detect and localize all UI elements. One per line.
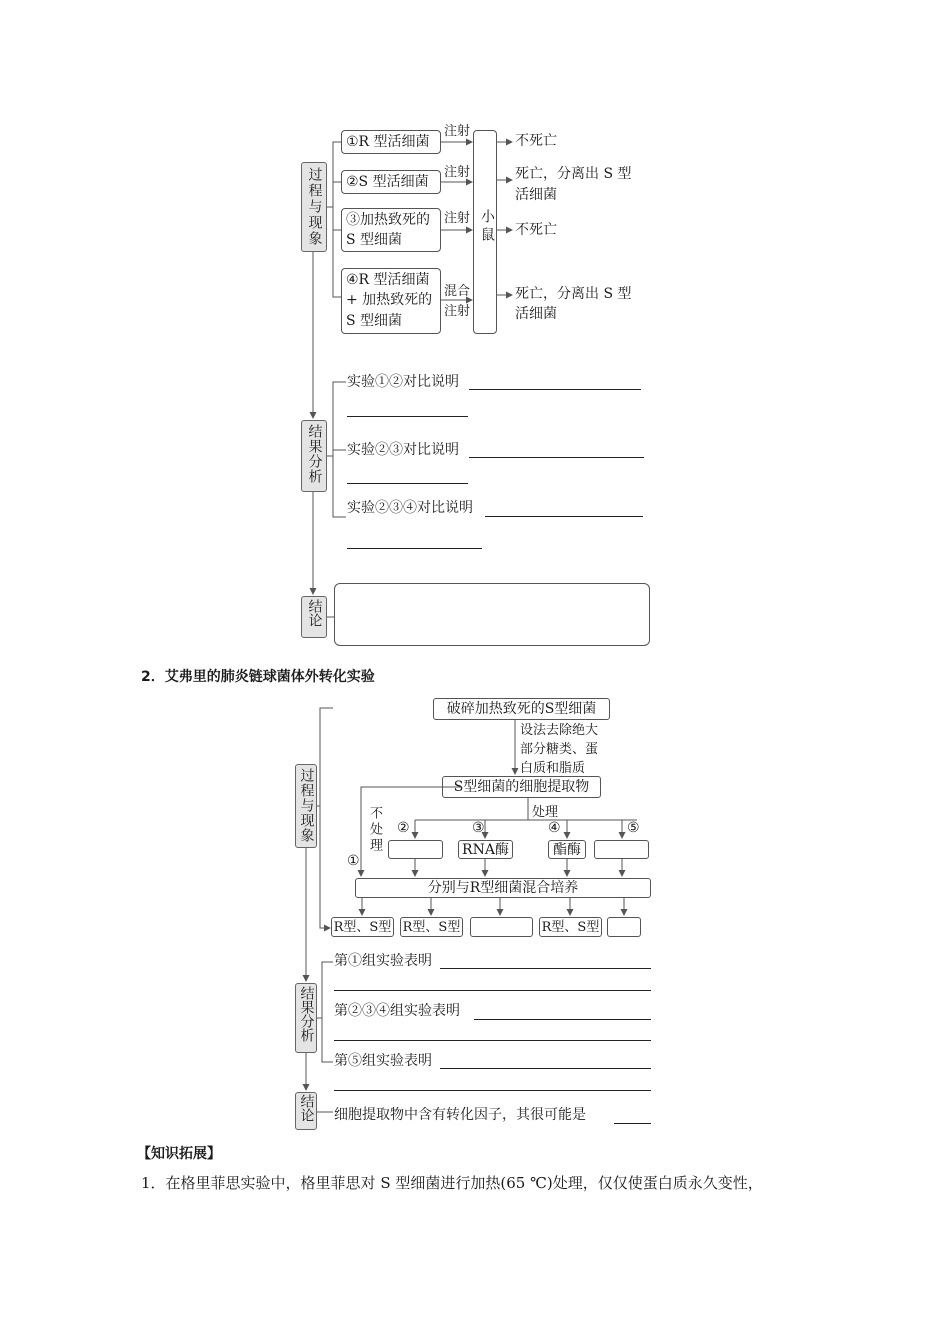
avery-outcome-2: R型、S型: [402, 920, 461, 935]
griffith-analysis-1: 实验①②对比说明: [347, 374, 459, 390]
griffith-exp1-text: ①R 型活细菌: [346, 134, 430, 150]
avery-conclusion-text: 结论: [298, 1094, 315, 1122]
griffith-result1: 不死亡: [515, 133, 557, 149]
avery-outcome-1: R型、S型: [333, 920, 392, 935]
griffith-exp3-line2: S 型细菌: [346, 232, 403, 248]
avery-treatment-label: 处理: [532, 805, 559, 820]
knowledge-item-1: 1．在格里菲思实验中，格里菲思对 S 型细菌进行加热(65 ℃)处理，仅仅使蛋白质永久变性，: [141, 1174, 763, 1192]
avery-extract-text: S型细菌的细胞提取物: [453, 779, 590, 795]
avery-mix-text: 分别与R型细菌混合培养: [427, 880, 579, 896]
griffith-mouse-text: 小鼠: [479, 209, 495, 245]
avery-group-1: ①: [347, 853, 360, 869]
avery-heading: 2．艾弗里的肺炎链球菌体外转化实验: [141, 669, 375, 685]
avery-enzyme-text-4: 酯酶: [553, 842, 581, 858]
avery-group-5: ⑤: [627, 820, 640, 836]
griffith-analysis-text: 结果分析: [306, 424, 323, 484]
griffith-process-text: 过程与现象: [306, 167, 323, 247]
avery-analysis-1: 第①组实验表明: [334, 953, 432, 969]
avery-removal-3: 白质和脂质: [520, 761, 586, 776]
griffith-result4-line1: 死亡，分离出 S 型: [515, 286, 632, 302]
griffith-exp3-line1: ③加热致死的: [346, 212, 430, 228]
avery-group-2: ②: [397, 820, 410, 836]
griffith-exp4-line2: + 加热致死的: [346, 292, 433, 308]
avery-no-treatment-label: 不处理: [367, 806, 382, 854]
griffith-result4-line2: 活细菌: [515, 306, 557, 322]
avery-group-4: ④: [548, 820, 561, 836]
griffith-inject2: 注射: [444, 165, 471, 180]
griffith-exp4-line3: S 型细菌: [346, 313, 403, 329]
griffith-inject4: 注射: [444, 304, 471, 319]
griffith-result3: 不死亡: [515, 222, 557, 238]
avery-process-text: 过程与现象: [298, 768, 315, 843]
avery-removal-2: 部分糖类、蛋: [520, 742, 599, 757]
griffith-inject1: 注射: [444, 124, 471, 139]
avery-conclusion-text-line: 细胞提取物中含有转化因子，其很可能是: [334, 1107, 586, 1123]
avery-group-3: ③: [472, 820, 485, 836]
avery-analysis-3: 第⑤组实验表明: [334, 1053, 432, 1069]
griffith-result2-line2: 活细菌: [515, 187, 557, 203]
avery-enzyme-text-3: RNA酶: [462, 842, 509, 858]
griffith-mix-label: 混合: [444, 284, 471, 299]
griffith-result2-line1: 死亡，分离出 S 型: [515, 166, 632, 182]
avery-top-text: 破碎加热致死的S型细菌: [446, 701, 597, 717]
griffith-conclusion-text: 结论: [306, 599, 323, 627]
knowledge-heading: 【知识拓展】: [137, 1146, 221, 1162]
avery-outcome-4: R型、S型: [541, 920, 600, 935]
avery-analysis-text: 结果分析: [298, 986, 315, 1042]
griffith-exp4-line1: ④R 型活细菌: [346, 272, 430, 288]
griffith-analysis-3: 实验②③④对比说明: [347, 500, 473, 516]
griffith-analysis-2: 实验②③对比说明: [347, 442, 459, 458]
griffith-inject3: 注射: [444, 211, 471, 226]
griffith-exp2-text: ②S 型活细菌: [346, 174, 429, 190]
avery-analysis-2: 第②③④组实验表明: [334, 1003, 460, 1019]
avery-removal-1: 设法去除绝大: [520, 723, 599, 738]
